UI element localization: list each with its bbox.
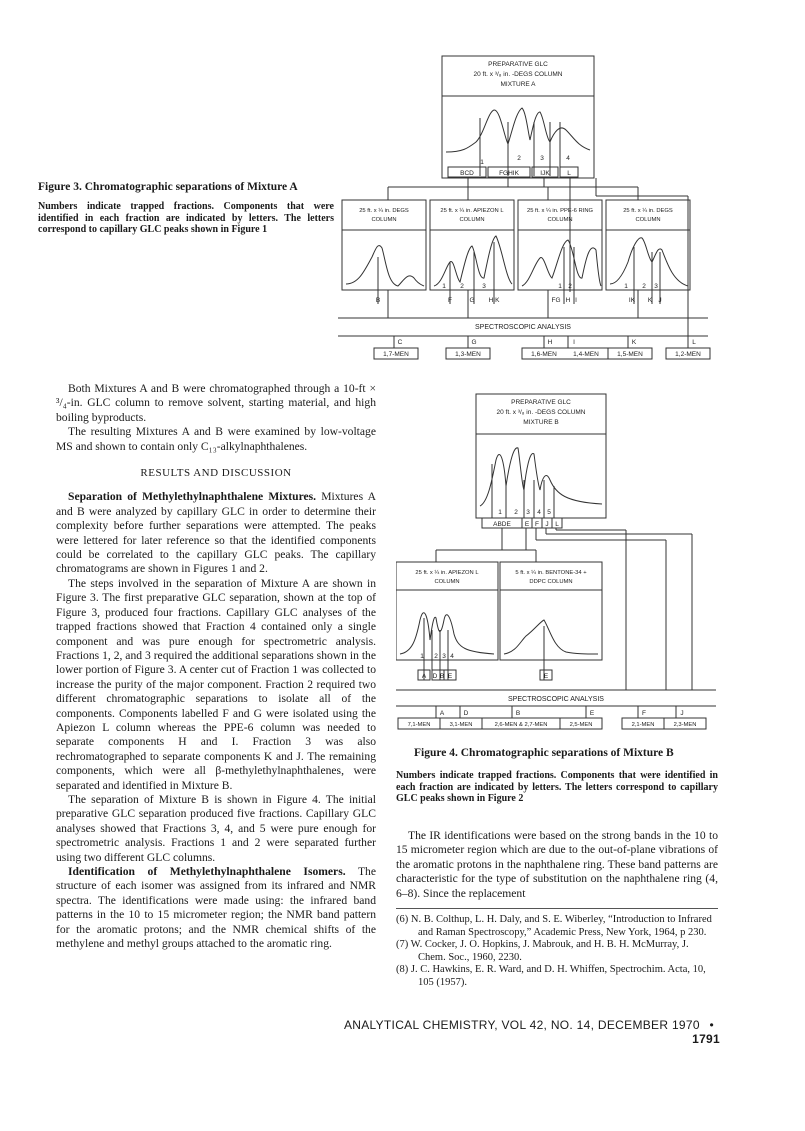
figure4-caption: Numbers indicate trapped fractions. Components that were identified in each fraction are indicated by letters. The letters correspond to capillary GLC peaks shown in Figure 2 [396, 770, 718, 804]
fig3-frac-1: 1 [480, 159, 484, 166]
fig4-letters-3: F [535, 521, 539, 528]
fig3-column-box-3 [518, 200, 602, 230]
fig4-col1-l2: COLUMN [434, 579, 460, 585]
fig3-sub-letter-HIK: HIK [488, 297, 500, 304]
fig3-sub-frac-8: 3 [654, 283, 658, 290]
fig3-sub-letter-J: J [658, 297, 662, 304]
footer-bullet: • [709, 1018, 714, 1032]
fig3-final-L: L [692, 339, 696, 346]
fig3-col2-l2: COLUMN [459, 217, 485, 223]
fig3-col4-l2: COLUMN [635, 217, 661, 223]
fig4-sub-letter-B: B [439, 673, 445, 680]
fig4-frac-1: 1 [498, 509, 502, 516]
fig4-final-A: A [439, 710, 445, 717]
fig4-letters-1: ABDE [493, 521, 511, 528]
fig3-col1-l2: COLUMN [371, 217, 397, 223]
fig3-col2-l1: 25 ft. x ¼ in. APIEZON L [440, 208, 504, 214]
fig3-col3-l1: 25 ft. x ¼ in. PPE-6 RING [526, 208, 594, 214]
footnote-divider [396, 908, 718, 909]
fig3-sub-letter-F: F [448, 297, 452, 304]
fig3-frac-3: 3 [540, 155, 544, 162]
page-number: 1791 [692, 1032, 720, 1046]
fig3-sub-letter-B: B [375, 297, 381, 304]
fig3-column-box-4 [606, 200, 690, 230]
fig4-result-2: 3,1-MEN [449, 722, 473, 728]
fig4-final-B: B [515, 710, 521, 717]
section-heading: RESULTS AND DISCUSSION [140, 467, 292, 480]
fig4-final-F: F [642, 710, 646, 717]
fig3-sub-letter-G: G [469, 297, 475, 304]
fig3-frac-2: 2 [517, 155, 521, 162]
fig4-sub-letter-E2: E [543, 673, 549, 680]
intro-paragraph-2: The resulting Mixtures A and B were examined by low-voltage MS and shown to contain only C₁₃-alkylnaphthalenes. [56, 425, 376, 453]
fig3-top-chromatogram-frame [442, 96, 594, 178]
figure3-caption: Numbers indicate trapped fractions. Components that were identified in each fraction are indicated by letters. The letters correspond to capillary GLC peaks shown in Figure 1 [38, 201, 334, 235]
reference-6: (6) N. B. Colthup, L. H. Daly, and S. E. Wiberley, “Introduction to Infrared and Raman Spectroscopy,” Academic Press, New York, 1964, p 230. [396, 914, 712, 938]
fig3-sub-frac-6: 1 [624, 283, 628, 290]
fig3-result-3: 1,6-MEN [531, 351, 557, 358]
fig3-column-box-2 [430, 200, 514, 230]
fig3-final-H: H [547, 339, 553, 346]
fig4-result-6: 2,3-MEN [673, 722, 697, 728]
fig3-sub-frac-7: 2 [642, 283, 646, 290]
fig3-col1-l1: 25 ft. x ¼ in. DEGS [359, 208, 409, 214]
separation-paragraph-1: Mixtures A and B were analyzed by capillary GLC in order to determine their complexity before further separations were attempted. The peaks were lettered for later reference so that the identified components could be correlated to the capillary GLC peaks. The capillary chromatograms are shown in Figures 1 and 2. [56, 490, 376, 576]
fig3-result-2: 1,3-MEN [455, 351, 481, 358]
fig4-sub-frac-1: 1 [420, 653, 424, 660]
fig4-final-E: E [589, 710, 595, 717]
fig3-result-5: 1,5-MEN [617, 351, 643, 358]
fig3-final-G: G [471, 339, 477, 346]
figure4-title: Figure 4. Chromatographic separations of Mixture B [414, 747, 674, 759]
fig3-sub-frac-1: 1 [442, 283, 446, 290]
fig4-prep-line-2: 20 ft. x ³/₈ in. -DEGS COLUMN [496, 409, 586, 416]
fig4-sub-frac-3: 3 [442, 653, 446, 660]
identification-heading: Identification of Methylethylnaphthalene Isomers. [68, 865, 346, 878]
figure3-title: Figure 3. Chromatographic separations of Mixture A [38, 181, 298, 193]
page-footer [330, 1018, 720, 1046]
fig4-prep-line-1: PREPARATIVE GLC [511, 399, 571, 406]
fig4-final-D: D [463, 710, 469, 717]
fig3-sub-letter-I: I [575, 297, 577, 304]
fig3-prep-line-1: PREPARATIVE GLC [488, 61, 548, 68]
fig4-result-1: 7,1-MEN [407, 722, 431, 728]
fig3-sub-frac-4: 1 [558, 283, 562, 290]
separation-heading: Separation of Methylethylnaphthalene Mixtures. [68, 490, 317, 504]
fig3-final-I: I [573, 339, 575, 346]
fig3-sub-frac-5: 2 [568, 283, 572, 290]
fig3-sub-letter-H: H [565, 297, 571, 304]
fig3-final-K: K [631, 339, 637, 346]
separation-paragraph-3: The separation of Mixture B is shown in Figure 4. The initial preparative GLC separation produced five fractions. Capillary GLC analyses showed that Fractions 3, 4, and 5 were pure enough for spectrometric analysis. Fractions 1 and 2 were separated further using two different GLC columns. [56, 792, 376, 864]
reference-7: (7) W. Cocker, J. O. Hopkins, J. Mabrouk, and H. B. H. McMurray, J. Chem. Soc., 1960, 2230. [396, 939, 689, 963]
separation-paragraph-2: The steps involved in the separation of Mixture A are shown in Figure 3. The first preparative GLC separation, shown at the top of Figure 3, produced four fractions. Capillary GLC analyses of the trapped fractions showed that Fraction 4 contained only a single component and was pure enough for spectrometric analysis. Fractions 1, 2, and 3 required the additional separations shown in the lower portion of Figure 3. A center cut of Fraction 1 was collected to increase the purity of the major component. Fraction 2 required two different chromatographic separations to isolate all of the components. Components labelled F and G were isolated using the Apiezon L column whereas the PPE-6 column was needed to separate components H and I. Fraction 3 was also rechromatographed to separate components K and J. The remaining components, which were all β-methylethylnaphthalenes, were separated and identified in Mixture B. [56, 576, 376, 792]
fig3-result-6: 1,2-MEN [675, 351, 701, 358]
intro-paragraph-1: Both Mixtures A and B were chromatographed through a 10-ft × ³/₄-in. GLC column to remove solvent, starting material, and high boiling byproducts. [56, 382, 376, 424]
fig4-sub-letter-A: A [421, 673, 427, 680]
fig4-sub-frac-2: 2 [434, 653, 438, 660]
fig4-spectro-label: SPECTROSCOPIC ANALYSIS [508, 696, 604, 703]
left-column [56, 382, 376, 951]
fig3-sub-frac-3: 3 [482, 283, 486, 290]
fig4-sub-frac-4: 4 [450, 653, 454, 660]
fig3-letters-4: L [567, 170, 571, 177]
fig4-col2-l2: DDPC COLUMN [529, 579, 573, 585]
fig3-frac-4: 4 [566, 155, 570, 162]
fig3-letters-1: BCD [460, 170, 474, 177]
fig4-frac-4: 4 [537, 509, 541, 516]
references [396, 914, 718, 990]
fig3-sub-letter-FG: FG [551, 297, 561, 304]
fig4-sub-letter-E: E [447, 673, 453, 680]
identification-paragraph: The structure of each isomer was assigned from its infrared and NMR spectra. The identifications were made using: the infrared band patterns in the 10 to 15 micrometer region; the NMR band pattern for the aromatic protons; and the NMR chemical shifts of the methylene and methyl groups attached to the aromatic ring. [56, 865, 376, 951]
fig4-frac-5: 5 [547, 509, 551, 516]
fig4-col1-l1: 25 ft. x ¼ in. APIEZON L [415, 570, 479, 576]
fig4-result-3: 2,6-MEN & 2,7-MEN [494, 722, 548, 728]
fig3-result-1: 1,7-MEN [383, 351, 409, 358]
fig4-letters-2: E [524, 521, 530, 528]
fig3-prep-line-3: MIXTURE A [500, 81, 536, 88]
fig3-sub-frac-2: 2 [460, 283, 464, 290]
fig4-letters-5: L [555, 521, 559, 528]
fig3-col4-l1: 25 ft. x ¼ in. DEGS [623, 208, 673, 214]
figure4-diagram [396, 390, 720, 740]
fig3-column-box-1 [342, 200, 426, 230]
fig3-letters-2: FGHIK [499, 170, 519, 177]
fig3-sub-letter-K: K [647, 297, 653, 304]
fig4-final-J: J [680, 710, 684, 717]
figure3-diagram [338, 52, 718, 362]
fig4-top-chromatogram-frame [476, 434, 606, 518]
fig4-prep-line-3: MIXTURE B [523, 419, 559, 426]
reference-8: (8) J. C. Hawkins, E. R. Ward, and D. H. Whiffen, Spectrochim. Acta, 10, 105 (1957). [396, 964, 706, 988]
fig4-col2-l1: 5 ft. x ¼ in. BENTONE-34 + [515, 570, 587, 576]
fig3-final-C: C [397, 339, 403, 346]
fig3-sub-letter-IK: IK [628, 297, 636, 304]
fig4-frac-2: 2 [514, 509, 518, 516]
ir-paragraph: The IR identifications were based on the strong bands in the 10 to 15 micrometer region which are due to the out-of-plane vibrations of the aromatic protons in the naphthalene ring. These band patterns are characteristic for the type of substitution on the naphthalene ring (4, 6–8). Since the replacement [396, 829, 718, 900]
fig4-frac-3: 3 [526, 509, 530, 516]
right-column [396, 829, 718, 901]
fig3-letters-3: IJK [540, 170, 550, 177]
fig4-result-4: 2,5-MEN [569, 722, 593, 728]
fig3-col3-l2: COLUMN [547, 217, 573, 223]
journal-citation: ANALYTICAL CHEMISTRY, VOL 42, NO. 14, DECEMBER 1970 [343, 1018, 700, 1032]
fig3-result-4: 1,4-MEN [573, 351, 599, 358]
fig4-letters-4: J [545, 521, 549, 528]
fig4-sub-letter-D: D [432, 673, 438, 680]
fig4-result-5: 2,1-MEN [631, 722, 655, 728]
fig3-prep-line-2: 20 ft. x ³/₈ in. -DEGS COLUMN [473, 71, 563, 78]
fig3-spectro-label: SPECTROSCOPIC ANALYSIS [475, 324, 571, 331]
fig3-top-curve [446, 108, 590, 152]
